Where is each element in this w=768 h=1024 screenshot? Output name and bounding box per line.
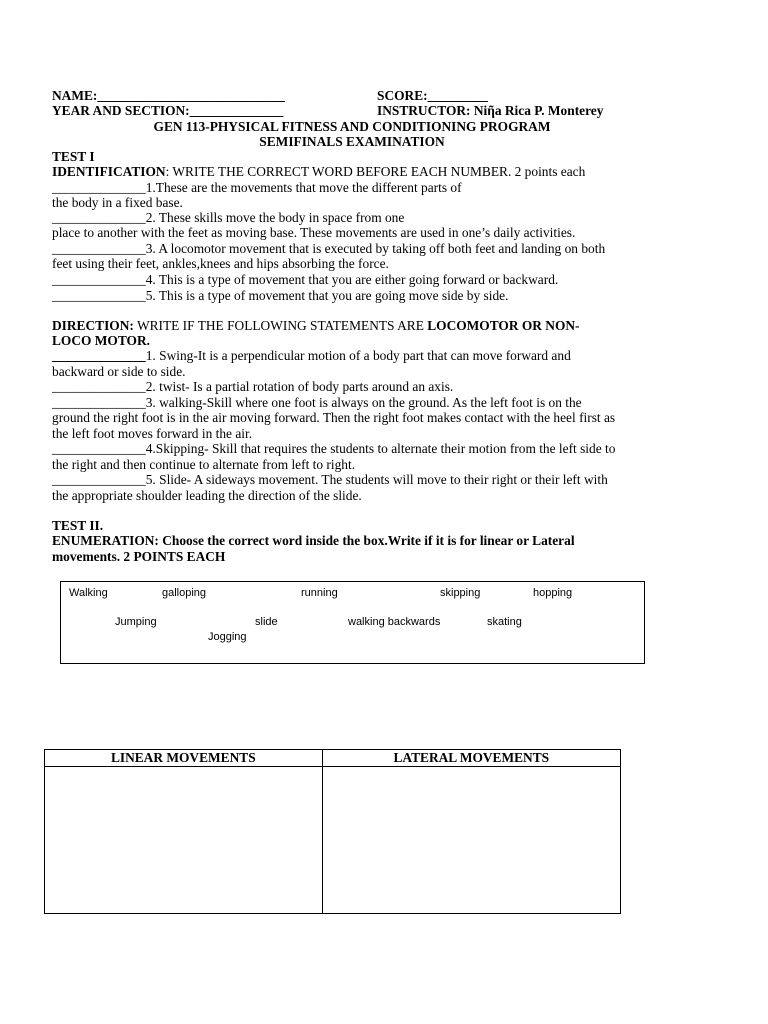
word-item: hopping	[533, 587, 573, 599]
exam-title: SEMIFINALS EXAMINATION	[259, 134, 445, 149]
identification-line: ______________5. This is a type of movement that you are going move side by side.	[52, 288, 509, 303]
word-item: Jumping	[115, 616, 157, 628]
direction-line: the appropriate shoulder leading the direction of the slide.	[52, 488, 362, 503]
name-field: NAME:____________________________	[52, 88, 285, 103]
identification-text: : WRITE THE CORRECT WORD BEFORE EACH NUMBER. 2 points each	[165, 164, 586, 179]
word-item: running	[301, 587, 338, 599]
word-item: skating	[487, 616, 522, 628]
word-item: Jogging	[208, 631, 247, 643]
lateral-movements-header: LATERAL MOVEMENTS	[322, 750, 620, 767]
identification-line: the body in a fixed base.	[52, 195, 183, 210]
identification-line: ______________4. This is a type of movement that you are either going forward or backward.	[52, 272, 559, 287]
course-title: GEN 113-PHYSICAL FITNESS AND CONDITIONING PROGRAM	[153, 119, 551, 134]
direction-emphasis: LOCOMOTOR OR NON-	[427, 318, 580, 333]
test1-title: TEST I	[52, 149, 95, 164]
direction-emphasis-cont: LOCO MOTOR.	[52, 333, 150, 348]
direction-line: ground the right foot is in the air moving forward. Then the right foot makes contact with the heel first as	[52, 410, 616, 425]
direction-line: the left foot moves forward in the air.	[52, 426, 253, 441]
direction-label: DIRECTION:	[52, 318, 134, 333]
direction-line	[52, 348, 662, 364]
test2-instruction-cont: movements. 2 POINTS EACH	[52, 549, 226, 564]
direction-text: WRITE IF THE FOLLOWING STATEMENTS ARE	[133, 318, 428, 333]
direction-line: ______________3. walking-Skill where one foot is always on the ground. As the left foot is on the	[52, 395, 582, 410]
direction-line: ______________4.Skipping- Skill that requires the students to alternate their motion from the left side to	[52, 441, 616, 456]
identification-label: IDENTIFICATION	[52, 164, 166, 179]
direction-first-blank: ______________	[52, 348, 146, 363]
word-item: skipping	[440, 587, 481, 599]
identification-line: ______________1.These are the movements that move the different parts of	[52, 180, 462, 195]
direction-instruction	[52, 318, 580, 334]
direction-line: ______________5. Slide- A sideways movement. The students will move to their right or their left with	[52, 472, 608, 487]
direction-line: the right and then continue to alternate from left to right.	[52, 457, 356, 472]
year-section-field: YEAR AND SECTION:______________	[52, 103, 284, 118]
instructor-field: INSTRUCTOR: Niῆa Rica P. Monterey	[377, 103, 604, 118]
identification-line: ______________2. These skills move the body in space from one	[52, 210, 405, 225]
lateral-movements-cell[interactable]	[322, 767, 620, 914]
identification-line: ______________3. A locomotor movement that is executed by taking off both feet and landing on both	[52, 241, 606, 256]
movements-table	[44, 749, 621, 914]
score-field: SCORE:_________	[377, 88, 488, 103]
direction-line: backward or side to side.	[52, 364, 186, 379]
identification-line: place to another with the feet as moving base. These movements are used in one’s daily activities.	[52, 225, 576, 240]
word-item: walking backwards	[348, 616, 441, 628]
word-item: Walking	[69, 587, 108, 599]
linear-movements-cell[interactable]	[45, 767, 323, 914]
word-box	[60, 581, 645, 664]
identification-instruction	[52, 164, 585, 180]
direction-line: ______________2. twist- Is a partial rotation of body parts around an axis.	[52, 379, 454, 394]
word-item: galloping	[162, 587, 207, 599]
test2-instruction: ENUMERATION: Choose the correct word inside the box.Write if it is for linear or Lateral	[52, 533, 575, 548]
word-item: slide	[255, 616, 278, 628]
test2-title: TEST II.	[52, 518, 104, 533]
direction-line-text: 1. Swing-It is a perpendicular motion of a body part that can move forward and	[145, 348, 571, 363]
linear-movements-header: LINEAR MOVEMENTS	[45, 750, 323, 767]
identification-line: feet using their feet, ankles,knees and hips absorbing the force.	[52, 256, 389, 271]
